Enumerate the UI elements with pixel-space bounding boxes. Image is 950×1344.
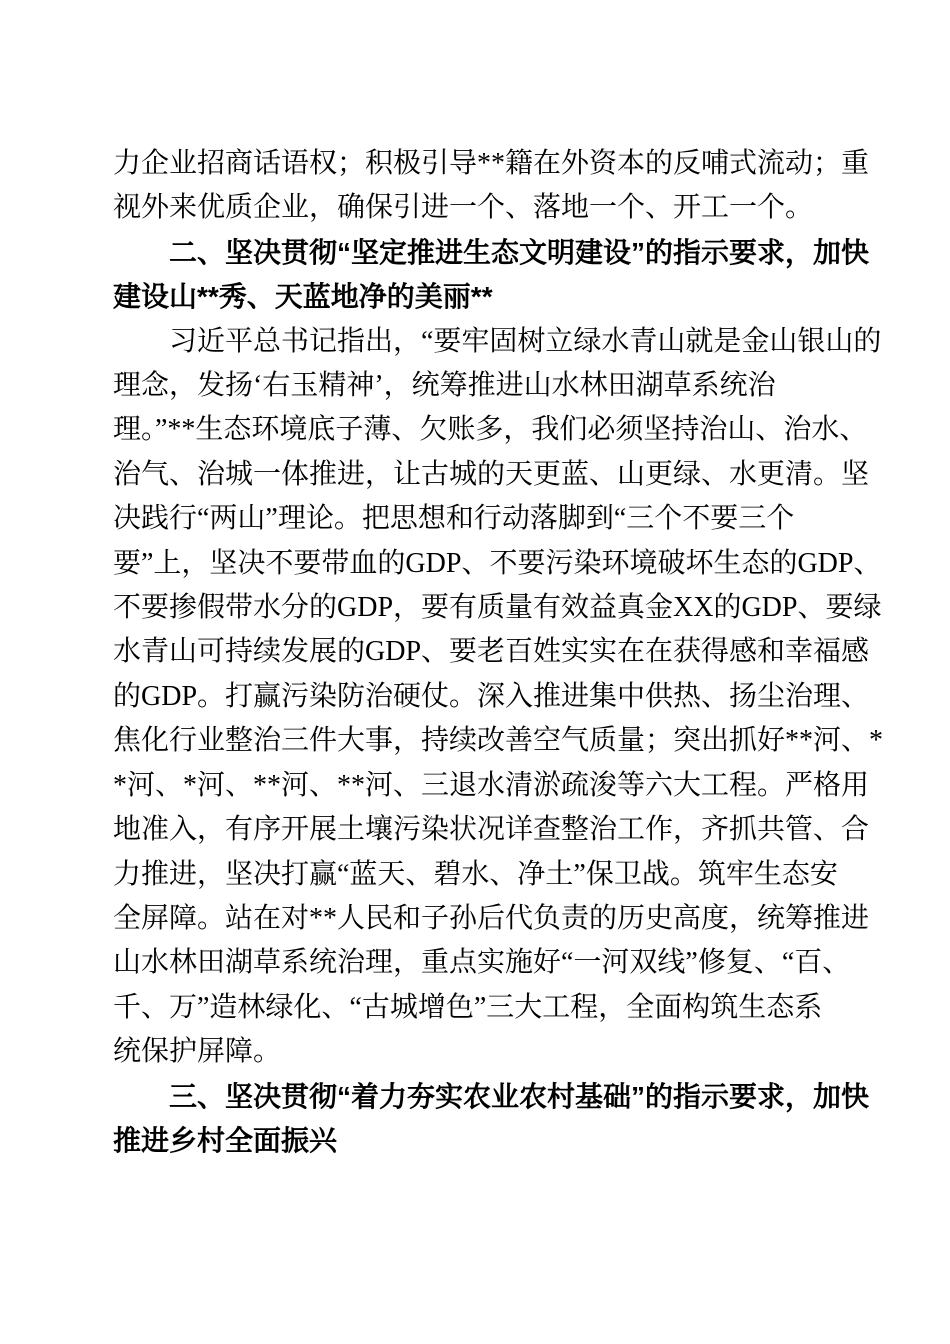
body-text-line: 力企业招商话语权；积极引导**籍在外资本的反哺式流动；重	[113, 148, 870, 179]
body-text-line: 决践行“两山”理论。把思想和行动落脚到“三个不要三个	[113, 503, 795, 535]
body-text-line: *河、*河、**河、**河、三退水清淤疏浚等六大工程。严格用	[113, 769, 870, 801]
body-text-line: 地准入，有序开展土壤污染状况详查整治工作，齐抓共管、合	[113, 814, 870, 846]
body-text-line: 全屏障。站在对**人民和子孙后代负责的历史高度，统筹推进	[113, 902, 870, 934]
body-text-line: 不要掺假带水分的GDP，要有质量有效益真金XX的GDP、要绿	[113, 592, 882, 624]
section-heading-line: 三、坚决贯彻“着力夯实农业农村基础”的指示要求，加快	[169, 1080, 870, 1112]
body-text-line: 水青山可持续发展的GDP、要老百姓实实在在获得感和幸福感	[113, 636, 870, 668]
body-text-line: 统保护屏障。	[113, 1036, 282, 1068]
body-text-line: 千、万”造林绿化、“古城增色”三大工程，全面构筑生态系	[113, 991, 823, 1023]
document-text-block	[113, 142, 884, 1163]
section-heading-line: 建设山**秀、天蓝地净的美丽**	[113, 281, 493, 313]
body-text-line: 要”上，坚决不要带血的GDP、不要污染环境破坏生态的GDP、	[113, 547, 882, 579]
body-text-line: 山水林田湖草系统治理，重点实施好“一河双线”修复、“百、	[113, 947, 851, 979]
body-text-line: 习近平总书记指出，“要牢固树立绿水青山就是金山银山的	[169, 325, 882, 357]
body-text-line: 理念，发扬‘右玉精神’，统筹推进山水林田湖草系统治	[113, 370, 776, 402]
body-text-line: 力推进，坚决打赢“蓝天、碧水、净土”保卫战。筑牢生态安	[113, 858, 838, 890]
section-heading-line: 推进乡村全面振兴	[113, 1124, 338, 1156]
body-text-line: 理。”**生态环境底子薄、欠账多，我们必须坚持治山、治水、	[113, 414, 868, 446]
section-heading-line: 二、坚决贯彻“坚定推进生态文明建设”的指示要求，加快	[169, 236, 870, 268]
body-text-line: 的GDP。打赢污染防治硬仗。深入推进集中供热、扬尘治理、	[113, 680, 870, 712]
body-text-line: 治气、治城一体推进，让古城的天更蓝、山更绿、水更清。坚	[113, 458, 870, 490]
body-text-line: 视外来优质企业，确保引进一个、落地一个、开工一个。	[113, 192, 814, 224]
body-text-line: 焦化行业整治三件大事，持续改善空气质量；突出抓好**河、*	[113, 725, 884, 757]
